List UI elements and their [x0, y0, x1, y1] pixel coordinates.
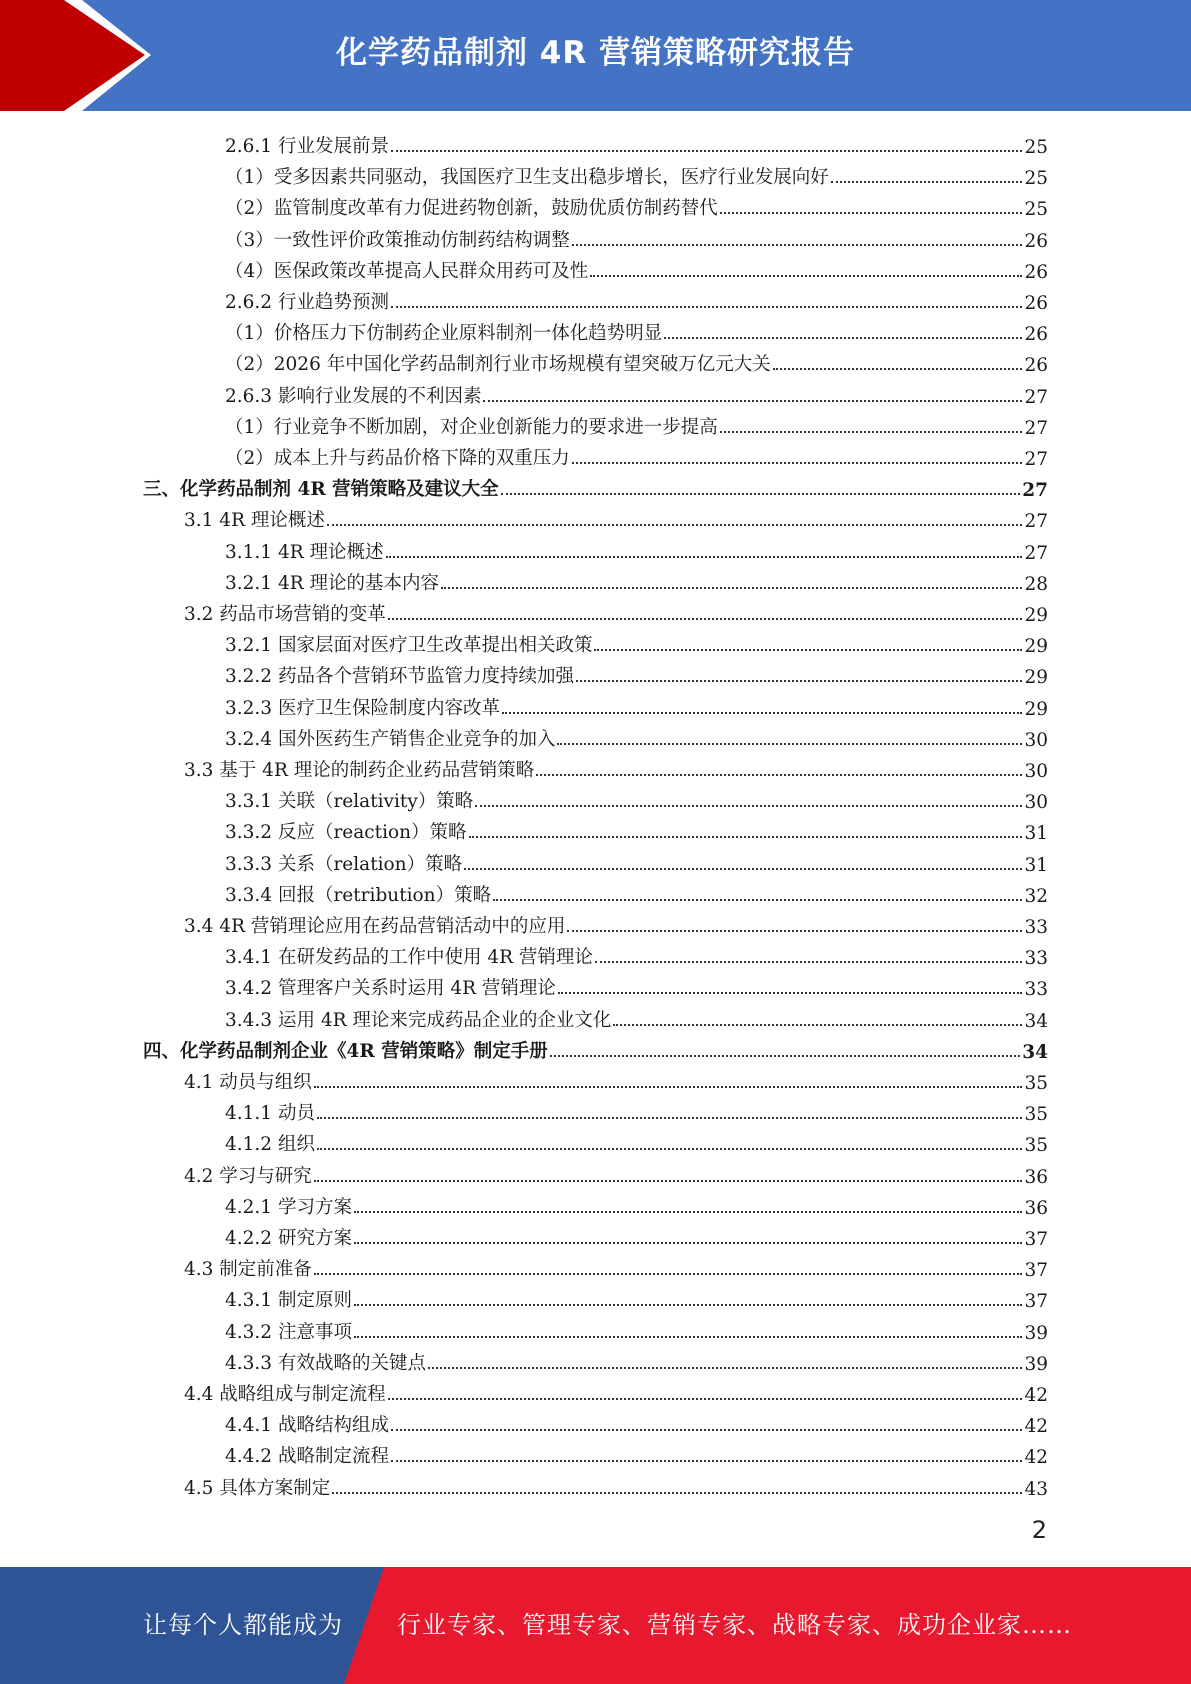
toc-dot-leader — [391, 150, 1022, 152]
toc-entry[interactable] — [184, 907, 1048, 938]
toc-entry[interactable] — [225, 377, 1048, 408]
toc-entry[interactable] — [184, 1375, 1048, 1406]
toc-dot-leader — [441, 587, 1022, 589]
toc-entry[interactable] — [225, 533, 1048, 564]
footer-slogan-right: 行业专家、管理专家、营销专家、战略专家、成功企业家…… — [397, 1611, 1072, 1639]
toc-entry-page: 26 — [1024, 230, 1048, 252]
toc-entry[interactable] — [225, 127, 1048, 158]
toc-entry-page: 25 — [1024, 168, 1048, 190]
toc-entry-label: 3.3.1 关联（relativity）策略 — [225, 791, 474, 813]
toc-entry-label: 3.1.1 4R 理论概述 — [225, 541, 384, 563]
toc-entry-label: （2）2026 年中国化学药品制剂行业市场规模有望突破万亿元大关 — [225, 354, 771, 376]
toc-entry[interactable] — [225, 1437, 1048, 1468]
toc-entry[interactable] — [184, 751, 1048, 782]
toc-entry-label: （3）一致性评价政策推动仿制药结构调整 — [225, 229, 570, 251]
toc-entry-label: 2.6.3 影响行业发展的不利因素 — [225, 385, 482, 407]
toc-entry-page: 31 — [1024, 823, 1048, 845]
toc-entry[interactable] — [184, 501, 1048, 532]
toc-dot-leader — [354, 1336, 1023, 1338]
toc-dot-leader — [391, 1460, 1022, 1462]
toc-entry-page: 29 — [1024, 667, 1048, 689]
toc-entry-page: 42 — [1024, 1385, 1048, 1406]
toc-entry[interactable] — [225, 1219, 1048, 1250]
toc-dot-leader — [558, 992, 1023, 994]
toc-entry-label: 4.3.1 制定原则 — [225, 1290, 352, 1312]
toc-entry-page: 27 — [1024, 449, 1048, 470]
toc-entry[interactable] — [225, 314, 1048, 345]
toc-entry-label: （1）受多因素共同驱动，我国医疗卫生支出稳步增长，医疗行业发展向好 — [225, 167, 829, 189]
toc-dot-leader — [354, 1242, 1023, 1244]
toc-dot-leader — [354, 1211, 1023, 1213]
toc-entry-page: 26 — [1024, 261, 1048, 283]
toc-entry-label: （4）医保政策改革提高人民群众用药可及性 — [225, 260, 589, 282]
toc-entry-page: 33 — [1024, 917, 1048, 938]
toc-entry-label: 3.3.2 反应（reaction）策略 — [225, 822, 467, 844]
toc-entry-label: 2.6.1 行业发展前景 — [225, 136, 389, 157]
toc-entry-page: 42 — [1024, 1447, 1048, 1469]
toc-entry[interactable] — [225, 252, 1048, 283]
toc-entry-label: 3.2.4 国外医药生产销售企业竞争的加入 — [225, 728, 556, 750]
toc-entry-label: 4.2 学习与研究 — [184, 1165, 312, 1187]
toc-entry-label: 3.2.1 国家层面对医疗卫生改革提出相关政策 — [225, 635, 593, 657]
toc-entry-page: 32 — [1024, 885, 1048, 907]
toc-entry[interactable] — [184, 1250, 1048, 1281]
toc-entry-label: 3.4 4R 营销理论应用在药品营销活动中的应用 — [184, 916, 566, 937]
toc-entry-page: 39 — [1024, 1322, 1048, 1344]
toc-entry[interactable] — [225, 689, 1048, 720]
page-header — [0, 0, 1191, 111]
toc-entry-label: 4.5 具体方案制定 — [184, 1477, 331, 1499]
toc-entry-page: 42 — [1024, 1416, 1048, 1438]
footer-slogan-left: 让每个人都能成为 — [143, 1611, 343, 1639]
toc-dot-leader — [475, 805, 1022, 807]
toc-dot-leader — [317, 1117, 1023, 1119]
toc-entry-page: 27 — [1024, 386, 1048, 408]
toc-entry-page: 25 — [1024, 137, 1048, 158]
toc-dot-leader — [332, 1492, 1022, 1494]
toc-dot-leader — [720, 212, 1023, 214]
toc-dot-leader — [388, 618, 1023, 620]
toc-entry[interactable] — [225, 1406, 1048, 1437]
toc-entry[interactable] — [143, 1032, 1048, 1063]
toc-dot-leader — [386, 556, 1023, 558]
toc-entry-page: 25 — [1024, 199, 1048, 221]
toc-entry-label: 3.4.3 运用 4R 理论来完成药品企业的企业文化 — [225, 1009, 612, 1031]
toc-entry-page: 30 — [1024, 729, 1048, 751]
toc-dot-leader — [536, 774, 1022, 776]
toc-entry[interactable] — [225, 564, 1048, 595]
toc-entry-label: （1）价格压力下仿制药企业原料制剂一体化趋势明显 — [225, 323, 663, 345]
toc-dot-leader — [314, 1086, 1023, 1088]
page-number: 2 — [1031, 1516, 1047, 1544]
toc-entry-page: 33 — [1024, 979, 1048, 1001]
toc-entry[interactable] — [225, 782, 1048, 813]
toc-entry-label: 3.4.1 在研发药品的工作中使用 4R 营销理论 — [225, 947, 593, 969]
toc-entry-label: 3.2.1 4R 理论的基本内容 — [225, 572, 440, 594]
toc-entry[interactable] — [225, 938, 1048, 969]
toc-entry[interactable] — [225, 813, 1048, 844]
toc-entry[interactable] — [184, 1157, 1048, 1188]
toc-entry[interactable] — [225, 1125, 1048, 1156]
toc-entry-label: 4.4.2 战略制定流程 — [225, 1446, 389, 1468]
toc-entry-label: 3.2.3 医疗卫生保险制度内容改革 — [225, 697, 500, 719]
toc-entry[interactable] — [225, 720, 1048, 751]
toc-entry[interactable] — [184, 1063, 1048, 1094]
toc-entry-page: 26 — [1024, 324, 1048, 346]
toc-entry-page: 27 — [1024, 417, 1048, 439]
toc-entry[interactable] — [225, 1281, 1048, 1312]
toc-entry-label: 3.3 基于 4R 理论的制药企业药品营销策略 — [184, 760, 535, 781]
toc-entry-page: 36 — [1024, 1166, 1048, 1188]
toc-dot-leader — [314, 1180, 1023, 1182]
toc-entry-label: 3.3.3 关系（relation）策略 — [225, 853, 463, 875]
toc-entry[interactable] — [225, 1001, 1048, 1032]
toc-entry-label: 4.2.2 研究方案 — [225, 1228, 352, 1249]
toc-entry-page: 35 — [1024, 1104, 1048, 1126]
toc-dot-leader — [557, 743, 1022, 745]
toc-entry-page: 35 — [1024, 1073, 1048, 1094]
toc-entry-label: 四、化学药品制剂企业《4R 营销策略》制定手册 — [143, 1040, 548, 1062]
toc-entry-label: 4.4.1 战略结构组成 — [225, 1415, 389, 1437]
toc-dot-leader — [720, 431, 1023, 433]
toc-entry[interactable] — [225, 189, 1048, 220]
toc-entry-page: 26 — [1024, 355, 1048, 377]
toc-entry[interactable] — [184, 595, 1048, 626]
toc-entry[interactable] — [225, 158, 1048, 189]
toc-entry-label: 4.3.3 有效战略的关键点 — [225, 1352, 426, 1374]
toc-entry[interactable] — [225, 626, 1048, 657]
toc-entry-page: 29 — [1024, 698, 1048, 720]
toc-entry[interactable] — [143, 470, 1048, 501]
toc-entry-label: 3.1 4R 理论概述 — [184, 510, 325, 532]
toc-entry[interactable] — [225, 1313, 1048, 1344]
toc-entry-label: 4.1.1 动员 — [225, 1103, 315, 1125]
toc-dot-leader — [590, 275, 1022, 277]
toc-entry[interactable] — [225, 1094, 1048, 1125]
toc-entry-page: 35 — [1024, 1135, 1048, 1157]
toc-entry-label: 3.2 药品市场营销的变革 — [184, 604, 386, 625]
toc-entry-page: 43 — [1024, 1478, 1048, 1500]
toc-dot-leader — [483, 400, 1022, 402]
toc-dot-leader — [594, 649, 1022, 651]
toc-entry-page: 27 — [1024, 511, 1048, 533]
toc-dot-leader — [501, 493, 1021, 495]
toc-dot-leader — [469, 836, 1023, 838]
toc-entry[interactable] — [225, 221, 1048, 252]
toc-entry[interactable] — [225, 439, 1048, 470]
toc-dot-leader — [317, 1148, 1023, 1150]
toc-dot-leader — [493, 899, 1022, 901]
toc-entry-label: 三、化学药品制剂 4R 营销策略及建议大全 — [143, 479, 499, 501]
toc-dot-leader — [773, 368, 1023, 370]
toc-dot-leader — [595, 961, 1023, 963]
toc-entry[interactable] — [184, 1469, 1048, 1500]
toc-dot-leader — [664, 337, 1022, 339]
toc-entry-page: 37 — [1024, 1229, 1048, 1250]
toc-entry-label: 4.3.2 注意事项 — [225, 1321, 352, 1343]
toc-dot-leader — [831, 181, 1023, 183]
toc-entry-page: 39 — [1024, 1353, 1048, 1375]
toc-entry-label: 4.1 动员与组织 — [184, 1072, 312, 1093]
toc-entry[interactable] — [225, 969, 1048, 1000]
toc-entry-label: 4.3 制定前准备 — [184, 1259, 312, 1281]
toc-entry-label: 4.2.1 学习方案 — [225, 1196, 352, 1218]
toc-entry-label: 4.1.2 组织 — [225, 1134, 315, 1156]
toc-dot-leader — [550, 1055, 1021, 1057]
toc-entry-page: 34 — [1024, 1010, 1048, 1032]
toc-entry-page: 36 — [1024, 1197, 1048, 1219]
toc-entry-label: 3.3.4 回报（retribution）策略 — [225, 884, 492, 906]
toc-dot-leader — [464, 868, 1022, 870]
toc-entry-page: 33 — [1024, 948, 1048, 970]
toc-entry-page: 37 — [1024, 1260, 1048, 1282]
toc-dot-leader — [327, 524, 1023, 526]
toc-dot-leader — [572, 244, 1023, 246]
toc-entry-page: 27 — [1022, 480, 1048, 502]
toc-entry-label: 3.2.2 药品各个营销环节监管力度持续加强 — [225, 666, 574, 688]
toc-entry-page: 27 — [1024, 542, 1048, 564]
toc-dot-leader — [502, 712, 1022, 714]
toc-entry-page: 30 — [1024, 792, 1048, 814]
toc-dot-leader — [613, 1024, 1022, 1026]
toc-dot-leader — [391, 1429, 1022, 1431]
toc-entry[interactable] — [225, 283, 1048, 314]
toc-entry-page: 29 — [1024, 636, 1048, 658]
toc-entry[interactable] — [225, 408, 1048, 439]
report-title: 化学药品制剂 4R 营销策略研究报告 — [335, 35, 856, 71]
toc-entry-page: 28 — [1024, 573, 1048, 595]
toc-entry-page: 29 — [1024, 605, 1048, 626]
toc-entry-label: （2）监管制度改革有力促进药物创新，鼓励优质仿制药替代 — [225, 198, 718, 220]
toc-dot-leader — [391, 306, 1022, 308]
toc-entry-page: 30 — [1024, 761, 1048, 782]
toc-entry-page: 34 — [1022, 1041, 1048, 1063]
toc-entry-label: 4.4 战略组成与制定流程 — [184, 1384, 386, 1405]
page-footer — [0, 1567, 1191, 1684]
toc-dot-leader — [428, 1367, 1022, 1369]
toc-entry[interactable] — [225, 657, 1048, 688]
toc-entry-label: （2）成本上升与药品价格下降的双重压力 — [225, 448, 570, 469]
toc-entry[interactable] — [225, 1188, 1048, 1219]
toc-dot-leader — [576, 680, 1022, 682]
toc-entry-page: 26 — [1024, 293, 1048, 314]
toc-entry[interactable] — [225, 1344, 1048, 1375]
toc-dot-leader — [572, 462, 1023, 464]
toc-dot-leader — [354, 1304, 1023, 1306]
toc-entry-label: 2.6.2 行业趋势预测 — [225, 292, 389, 313]
toc-dot-leader — [388, 1398, 1023, 1400]
toc-entry-page: 37 — [1024, 1291, 1048, 1313]
toc-dot-leader — [567, 930, 1022, 932]
toc-entry-label: （1）行业竞争不断加剧，对企业创新能力的要求进一步提高 — [225, 416, 718, 438]
toc-entry[interactable] — [225, 345, 1048, 376]
toc-entry[interactable] — [225, 876, 1048, 907]
toc-dot-leader — [314, 1273, 1023, 1275]
toc-entry-page: 31 — [1024, 854, 1048, 876]
toc-entry[interactable] — [225, 845, 1048, 876]
toc-entry-label: 3.4.2 管理客户关系时运用 4R 营销理论 — [225, 978, 556, 1000]
